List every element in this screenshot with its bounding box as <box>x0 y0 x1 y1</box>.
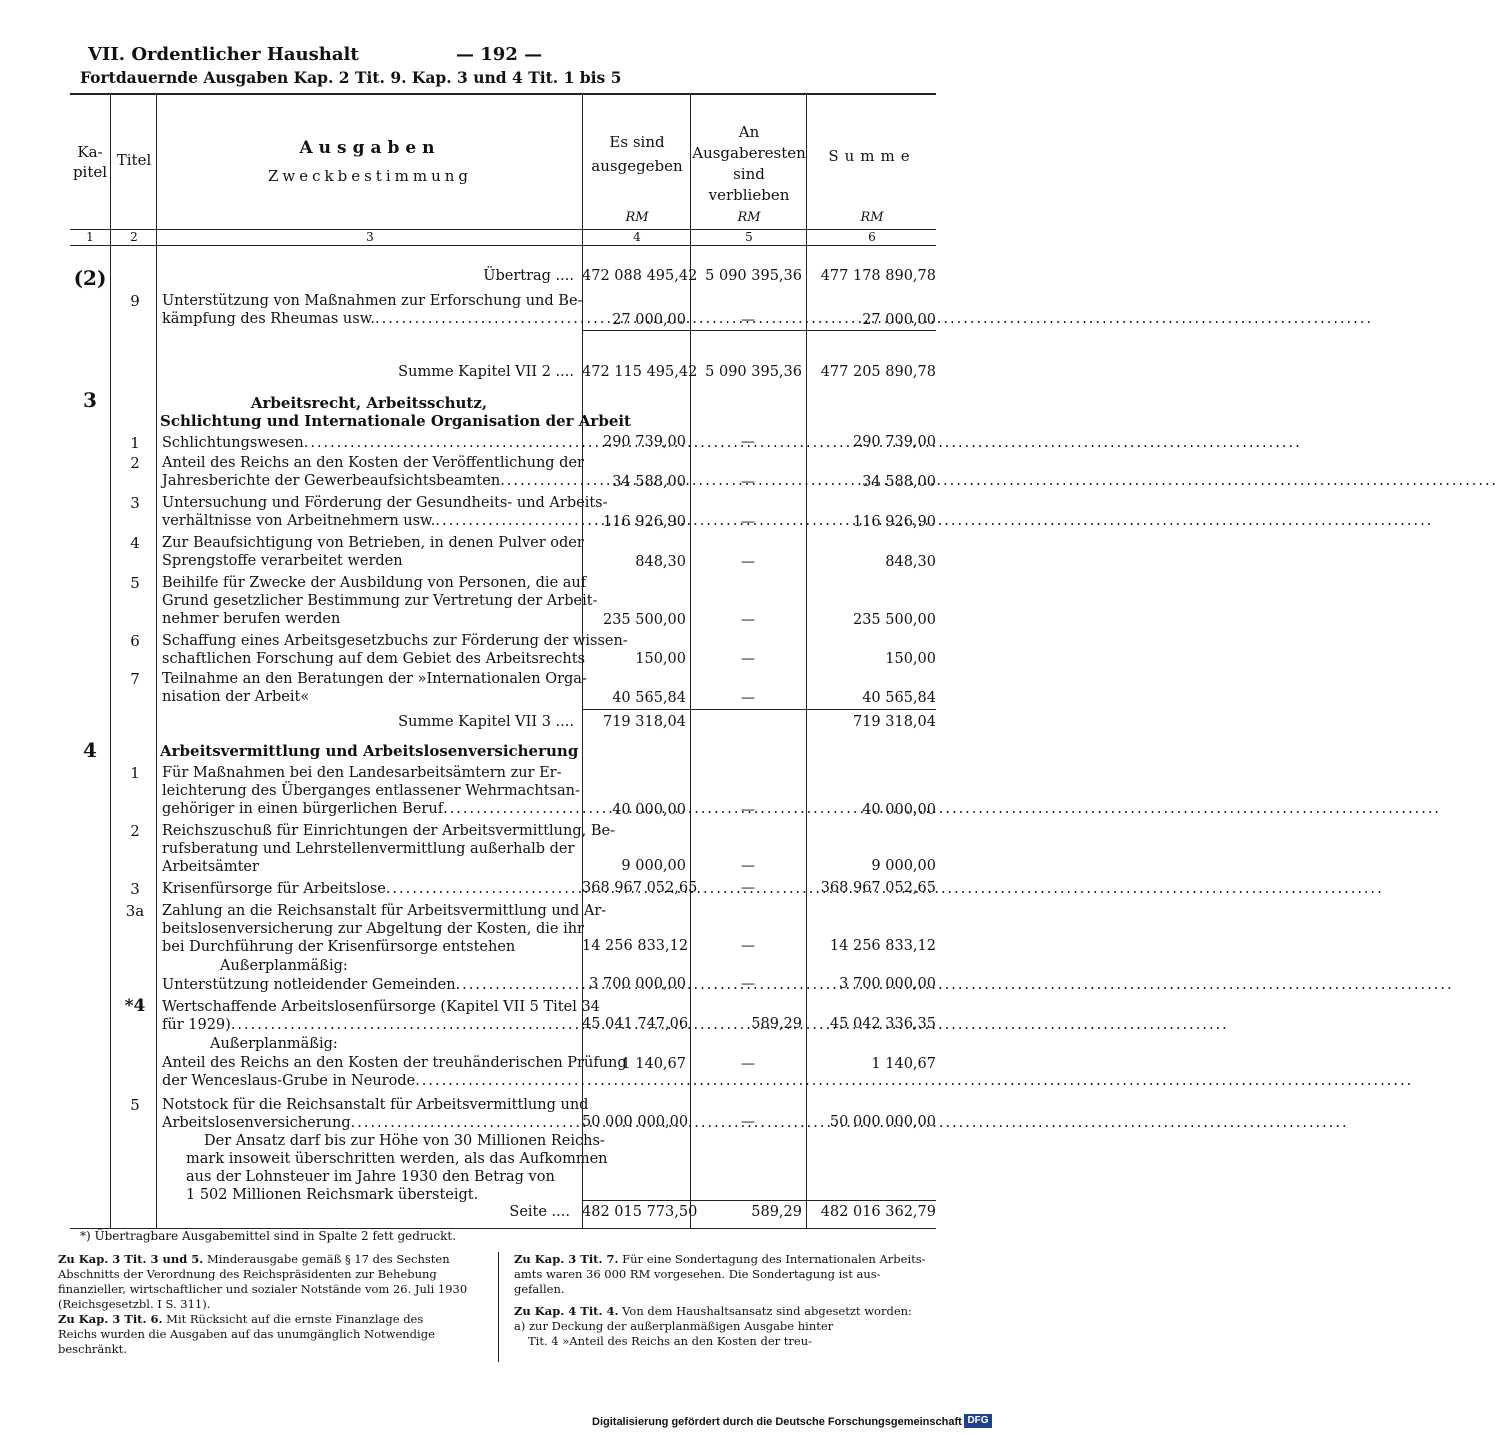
note-line: mark insoweit überschritten werden, als das Aufkommen <box>186 1151 608 1167</box>
desc-line: Unterstützung von Maßnahmen zur Erforschung und Be- <box>162 293 583 309</box>
desc-line: nehmer berufen werden <box>162 611 341 627</box>
page-subtitle: Fortdauernde Ausgaben Kap. 2 Tit. 9. Kap. 3 und 4 Tit. 1 bis 5 <box>80 68 622 87</box>
col-head-zweck: Zweckbestimmung <box>267 167 472 185</box>
row-c5: — <box>741 1056 755 1072</box>
titel-number: 5 <box>130 574 140 592</box>
titel-number: 1 <box>130 764 140 782</box>
note-line <box>58 1312 488 1327</box>
row-c5: — <box>741 938 755 954</box>
row-c5: — <box>741 474 755 490</box>
titel-number: 3 <box>130 494 140 512</box>
desc-line: schaftlichen Forschung auf dem Gebiet des Arbeitsrechts <box>162 651 586 667</box>
desc-line: leichterung des Überganges entlassener Wehrmachtsan- <box>162 783 580 799</box>
row-c4: 848,30 <box>635 554 686 570</box>
row-c5: — <box>741 612 755 628</box>
titel-number: 3 <box>130 880 140 898</box>
titel-number: 3a <box>125 902 145 920</box>
note-line: Abschnitts der Verordnung des Reichspräsidenten zur Behebung <box>58 1267 437 1281</box>
uebertrag-label: Übertrag .... <box>483 268 574 284</box>
desc-text: Unterstützung notleidender Gemeinden <box>162 977 456 993</box>
kapitel-4-number: 4 <box>83 738 97 762</box>
row-c6: 368 967 052,65 <box>820 880 936 896</box>
row-description <box>162 880 576 898</box>
row-c4: 235 500,00 <box>602 612 686 628</box>
titel-number: 2 <box>130 822 140 840</box>
col-number-4: 4 <box>633 230 641 244</box>
col-head-ausgegeben: Es sind ausgegeben <box>591 133 683 175</box>
row-c6: 50 000 000,00 <box>829 1114 936 1130</box>
desc-line <box>162 434 576 452</box>
note-line: gefallen. <box>514 1282 565 1296</box>
row-c6: 116 926,90 <box>852 514 936 530</box>
desc-line: Grund gesetzlicher Bestimmung zur Vertretung der Arbeit- <box>162 593 598 609</box>
row-c5: — <box>741 434 755 450</box>
desc-text: der Wenceslaus-Grube in Neurode <box>162 1073 416 1089</box>
desc-line: Für Maßnahmen bei den Landesarbeitsämtern zur Er- <box>162 765 562 781</box>
row-description <box>162 764 580 818</box>
desc-line <box>162 800 576 818</box>
dfg-logo: DFG <box>964 1414 992 1428</box>
row-c4: 40 000,00 <box>612 802 686 818</box>
row-c4: 150,00 <box>635 651 686 667</box>
row-c6: 9 000,00 <box>871 858 936 874</box>
kapitel-3-number: 3 <box>83 388 97 412</box>
seite-label: Seite .... <box>509 1204 570 1220</box>
desc-line: Teilnahme an den Beratungen der »Internationalen Orga- <box>162 671 587 687</box>
row-c4: 27 000,00 <box>612 312 686 328</box>
desc-text: kämpfung des Rheumas usw. <box>162 311 376 327</box>
desc-line: beitslosenversicherung zur Abgeltung der Kosten, die ihr <box>162 921 584 937</box>
summe-kapitel-2-c4: 472 115 495,42 <box>582 364 698 380</box>
summe-kapitel-3-c6: 719 318,04 <box>852 714 936 730</box>
desc-line <box>162 1114 576 1132</box>
digitization-credit: Digitalisierung gefördert durch die Deutsche Forschungsgemeinschaft <box>592 1416 962 1428</box>
col-number-6: 6 <box>868 230 876 244</box>
note-line: beschränkt. <box>58 1342 127 1356</box>
row-c5: — <box>741 312 755 328</box>
row-description <box>162 976 576 994</box>
desc-line: bei Durchführung der Krisenfürsorge entstehen <box>162 939 516 955</box>
col-number-1: 1 <box>86 230 94 244</box>
row-description <box>162 998 600 1034</box>
footnote: *) Übertragbare Ausgabemittel sind in Spalte 2 fett gedruckt. <box>80 1229 457 1243</box>
desc-line: nisation der Arbeit« <box>162 689 310 705</box>
col-unit-4: RM <box>625 210 649 225</box>
note-line: 1 502 Millionen Reichsmark übersteigt. <box>186 1187 479 1203</box>
summe-kapitel-3-label: Summe Kapitel VII 3 .... <box>398 714 574 730</box>
row-c6: 3 700 000,00 <box>839 976 936 992</box>
row-description <box>162 1096 589 1132</box>
col-divider-4 <box>690 93 691 1228</box>
row-c5: — <box>741 880 755 896</box>
seite-c5: 589,29 <box>751 1204 802 1220</box>
uebertrag-c6: 477 178 890,78 <box>820 268 936 284</box>
row-description <box>162 494 608 530</box>
summe-kapitel-2-c5: 5 090 395,36 <box>705 364 802 380</box>
col-head-ausgaben: Ausgaben <box>299 138 441 158</box>
row-c4: 290 739,00 <box>602 434 686 450</box>
note-text: Von dem Haushaltsansatz sind abgesetzt worden: <box>622 1304 912 1318</box>
desc-text: verhältnisse von Arbeitnehmern usw. <box>162 513 436 529</box>
notes-divider <box>498 1252 499 1362</box>
note-text: Mit Rücksicht auf die ernste Finanzlage des <box>166 1312 424 1326</box>
desc-line: Notstock für die Reichsanstalt für Arbeitsvermittlung und <box>162 1097 589 1113</box>
row-c5: — <box>741 802 755 818</box>
note-text: Minderausgabe gemäß § 17 des Sechsten <box>206 1252 450 1266</box>
row-c5: — <box>741 514 755 530</box>
col-head-ausgabereste: An Ausgaberesten sind verblieben <box>692 123 806 204</box>
row-c4: 368 967 052,65 <box>582 880 698 896</box>
desc-text: Arbeitslosenversicherung <box>162 1115 351 1131</box>
desc-line <box>162 1072 576 1090</box>
summe-kapitel-2-label: Summe Kapitel VII 2 .... <box>398 364 574 380</box>
page-total-rule <box>582 1200 936 1201</box>
uebertrag-c4: 472 088 495,42 <box>582 268 698 284</box>
row-c6: 45 042 336,35 <box>829 1016 936 1032</box>
desc-line: Zur Beaufsichtigung von Betrieben, in denen Pulver oder <box>162 535 584 551</box>
row-c4: 1 140,67 <box>621 1056 686 1072</box>
row-c5: — <box>741 690 755 706</box>
titel-number: 7 <box>130 670 140 688</box>
uebertrag-c5: 5 090 395,36 <box>705 268 802 284</box>
note-line: amts waren 36 000 RM vorgesehen. Die Sondertagung ist aus- <box>514 1267 881 1281</box>
row-c4: 34 588,00 <box>612 474 686 490</box>
desc-text: gehöriger in einen bürgerlichen Beruf <box>162 801 444 817</box>
desc-text: Schlichtungswesen <box>162 435 304 451</box>
note-line <box>58 1252 488 1267</box>
col-number-5: 5 <box>745 230 753 244</box>
row-description <box>162 670 587 706</box>
row-c6: 14 256 833,12 <box>829 938 936 954</box>
section-title: VII. Ordentlicher Haushalt <box>88 44 359 65</box>
col-head-titel: Titel <box>116 151 152 169</box>
desc-text: für 1929) <box>162 1017 231 1033</box>
desc-text: Jahresberichte der Gewerbeaufsichtsbeamten <box>162 473 501 489</box>
note-line <box>514 1304 944 1319</box>
row-c4: 14 256 833,12 <box>582 938 689 954</box>
row-c6: 848,30 <box>885 554 936 570</box>
note-line: aus der Lohnsteuer im Jahre 1930 den Betrag von <box>186 1169 555 1185</box>
note-line: Reichs wurden die Ausgaben auf das unumgänglich Notwendige <box>58 1327 435 1341</box>
desc-text: Krisenfürsorge für Arbeitslose <box>162 881 386 897</box>
titel-number: 4 <box>130 534 140 552</box>
note-line: (Reichsgesetzbl. I S. 311). <box>58 1297 211 1311</box>
titel-5-note <box>186 1132 608 1204</box>
row-description <box>162 574 598 628</box>
row-description <box>162 1054 627 1090</box>
row-c6: 27 000,00 <box>862 312 936 328</box>
desc-line: Wertschaffende Arbeitslosenfürsorge (Kapitel VII 5 Titel 34 <box>162 999 600 1015</box>
desc-line: Untersuchung und Förderung der Gesundheits- und Arbeits- <box>162 495 608 511</box>
row-c4: 116 926,90 <box>602 514 686 530</box>
note-line: Tit. 4 »Anteil des Reichs an den Kosten der treu- <box>528 1334 812 1348</box>
titel-number: *4 <box>124 996 146 1016</box>
desc-line: rufsberatung und Lehrstellenvermittlung außerhalb der <box>162 841 575 857</box>
row-description <box>162 632 628 668</box>
notes-left <box>58 1252 488 1357</box>
row-c5: 589,29 <box>751 1016 802 1032</box>
col-divider-2 <box>156 93 157 1228</box>
col-divider-5 <box>806 93 807 1228</box>
row-c4: 45 041 747,06 <box>582 1016 689 1032</box>
col-divider-1 <box>110 93 111 1228</box>
row-c5: — <box>741 651 755 667</box>
note-line: Der Ansatz darf bis zur Höhe von 30 Millionen Reichs- <box>204 1133 605 1149</box>
note-heading: Zu Kap. 3 Tit. 3 und 5. <box>58 1252 204 1266</box>
subtotal-rule <box>582 709 936 710</box>
row-c5: — <box>741 1114 755 1130</box>
row-c4: 3 700 000,00 <box>589 976 686 992</box>
row-description <box>162 454 584 490</box>
note-line: finanzieller, wirtschaftlicher und sozialer Notstände vom 26. Juli 1930 <box>58 1282 468 1296</box>
kapitel-3-heading-line-2: Schlichtung und Internationale Organisation der Arbeit <box>160 412 631 430</box>
desc-line <box>162 472 576 490</box>
desc-line <box>162 512 576 530</box>
desc-line: Arbeitsämter <box>162 859 259 875</box>
titel-number: 6 <box>130 632 140 650</box>
row-c4: 40 565,84 <box>612 690 686 706</box>
summe-kapitel-3-c4: 719 318,04 <box>602 714 686 730</box>
ausserplanmaessig-label: Außerplanmäßig: <box>220 958 348 974</box>
note-heading: Zu Kap. 3 Tit. 6. <box>58 1312 163 1326</box>
col-number-3: 3 <box>366 230 374 244</box>
row-c6: 235 500,00 <box>852 612 936 628</box>
titel-number: 1 <box>130 434 140 452</box>
notes-right <box>514 1252 944 1349</box>
row-c4: 9 000,00 <box>621 858 686 874</box>
col-head-summe: Summe <box>828 147 916 165</box>
ausserplanmaessig-label: Außerplanmäßig: <box>210 1036 338 1052</box>
row-c6: 290 739,00 <box>852 434 936 450</box>
col-head-kapitel: Ka- pitel <box>72 143 108 181</box>
note-heading: Zu Kap. 3 Tit. 7. <box>514 1252 619 1266</box>
col-unit-5: RM <box>737 210 761 225</box>
seite-c4: 482 015 773,50 <box>582 1204 698 1220</box>
row-c6: 34 588,00 <box>862 474 936 490</box>
row-description <box>162 292 583 328</box>
summe-kapitel-2-c6: 477 205 890,78 <box>820 364 936 380</box>
desc-line: Sprengstoffe verarbeitet werden <box>162 553 403 569</box>
note-text: Für eine Sondertagung des Internationalen Arbeits- <box>622 1252 926 1266</box>
row-c5: — <box>741 858 755 874</box>
note-heading: Zu Kap. 4 Tit. 4. <box>514 1304 619 1318</box>
note-line: a) zur Deckung der außerplanmäßigen Ausgabe hinter <box>514 1319 834 1333</box>
row-c6: 150,00 <box>885 651 936 667</box>
row-c4: 50 000 000,00 <box>582 1114 689 1130</box>
titel-number: 2 <box>130 454 140 472</box>
desc-line <box>162 880 576 898</box>
desc-line: Anteil des Reichs an den Kosten der Veröffentlichung der <box>162 455 584 471</box>
titel-number: 5 <box>130 1096 140 1114</box>
row-c6: 40 565,84 <box>862 690 936 706</box>
row-c5: — <box>741 976 755 992</box>
kapitel-3-heading-line-1: Arbeitsrecht, Arbeitsschutz, <box>250 394 488 412</box>
row-c6: 1 140,67 <box>871 1056 936 1072</box>
row-description <box>162 434 576 452</box>
row-c5: — <box>741 554 755 570</box>
row-c6: 40 000,00 <box>862 802 936 818</box>
desc-line <box>162 310 576 328</box>
desc-line <box>162 976 576 994</box>
desc-line: Beihilfe für Zwecke der Ausbildung von Personen, die auf <box>162 575 587 591</box>
desc-line <box>162 1016 576 1034</box>
desc-line: Anteil des Reichs an den Kosten der treuhänderischen Prüfung <box>162 1055 627 1071</box>
row-description <box>162 902 607 956</box>
row-description <box>162 822 615 876</box>
page-number: — 192 — <box>456 44 543 65</box>
kapitel-4-heading: Arbeitsvermittlung und Arbeitslosenversicherung <box>160 742 579 760</box>
col-number-2: 2 <box>130 230 138 244</box>
titel-number: 9 <box>130 292 140 310</box>
desc-line: Schaffung eines Arbeitsgesetzbuchs zur Förderung der wissen- <box>162 633 628 649</box>
seite-c6: 482 016 362,79 <box>820 1204 936 1220</box>
desc-line: Reichszuschuß für Einrichtungen der Arbeitsvermittlung, Be- <box>162 823 615 839</box>
kapitel-2-label: (2) <box>73 266 107 290</box>
note-line <box>514 1252 944 1267</box>
subtotal-rule <box>582 330 936 331</box>
desc-line: Zahlung an die Reichsanstalt für Arbeitsvermittlung und Ar- <box>162 903 607 919</box>
col-unit-6: RM <box>860 210 884 225</box>
row-description <box>162 534 584 570</box>
